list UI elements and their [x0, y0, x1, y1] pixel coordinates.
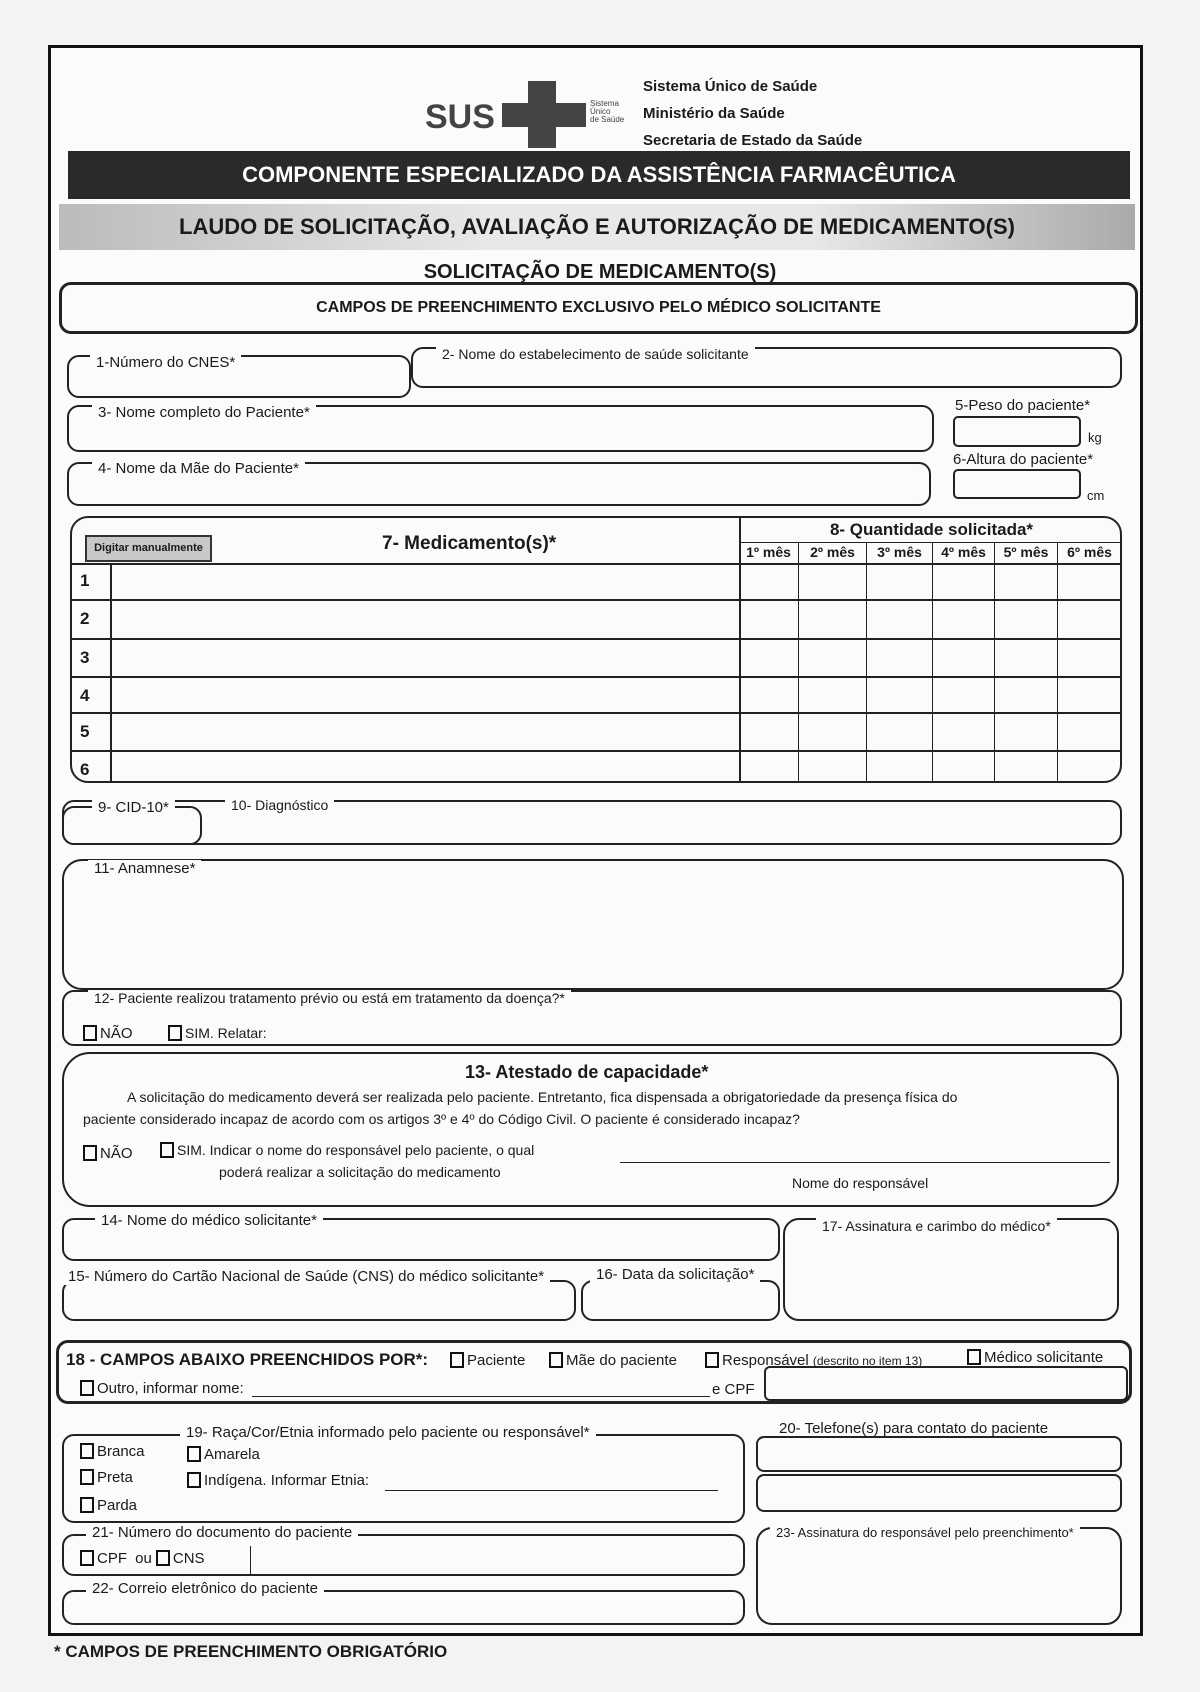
- option-label: poderá realizar a solicitação do medicamento: [219, 1164, 501, 1180]
- label: 16- Data da solicitação*: [590, 1266, 760, 1283]
- subbanner: [59, 204, 1135, 250]
- medico-header-box: [59, 282, 1138, 334]
- option-label: CNS: [172, 1550, 205, 1567]
- height-field[interactable]: [953, 469, 1081, 499]
- checkbox-preta[interactable]: [80, 1469, 94, 1485]
- label: 19- Raça/Cor/Etnia informado pelo paciente ou responsável*: [180, 1424, 596, 1441]
- sus-logo: SUS: [425, 98, 495, 136]
- label: 15- Número do Cartão Nacional de Saúde (CNS) do médico solicitante*: [62, 1268, 550, 1285]
- option-label: ou: [135, 1550, 152, 1567]
- cross-icon-bar: [502, 103, 586, 127]
- ethnicity-input[interactable]: [385, 1490, 718, 1491]
- logo-sub: de Saúde: [590, 115, 625, 124]
- month-header: 6º mês: [1057, 542, 1121, 783]
- label: 6-Altura do paciente*: [953, 451, 1094, 468]
- option-label: CPF: [97, 1550, 127, 1567]
- option-label: Outro, informar nome:: [97, 1380, 244, 1397]
- banner-text: COMPONENTE ESPECIALIZADO DA ASSISTÊNCIA FARMACÊUTICA: [242, 162, 956, 187]
- label: 9- CID-10*: [92, 799, 175, 816]
- option-label: NÃO: [100, 1025, 133, 1042]
- medico-header-text: CAMPOS DE PREENCHIMENTO EXCLUSIVO PELO MÉDICO SOLICITANTE: [316, 299, 881, 316]
- label: 21- Número do documento do paciente: [86, 1524, 358, 1541]
- checkbox-cpf[interactable]: [80, 1550, 94, 1566]
- month-header: 5º mês: [994, 542, 1057, 783]
- section-title: SOLICITAÇÃO DE MEDICAMENTO(S): [423, 261, 777, 283]
- table-row[interactable]: [72, 752, 1122, 783]
- month-header: 4º mês: [932, 542, 994, 783]
- label: 5-Peso do paciente*: [955, 397, 1091, 414]
- option-note: (descrito no item 13): [812, 1354, 923, 1368]
- header-line: Secretaria de Estado da Saúde: [643, 132, 863, 149]
- table-row[interactable]: [72, 714, 1122, 752]
- checkbox-mae[interactable]: [549, 1352, 563, 1368]
- label: 22- Correio eletrônico do paciente: [86, 1580, 324, 1597]
- anamnesis-field[interactable]: [62, 859, 1124, 990]
- month-header: 1º mês: [746, 544, 791, 560]
- race-section: [62, 1434, 745, 1523]
- logo-sub: Sistema: [590, 99, 619, 108]
- option-label: Mãe do paciente: [566, 1352, 677, 1369]
- footer-note: * CAMPOS DE PREENCHIMENTO OBRIGATÓRIO: [54, 1642, 448, 1661]
- banner: [68, 151, 1130, 199]
- doctor-cns-field[interactable]: [62, 1280, 576, 1321]
- option-label: Parda: [97, 1497, 138, 1514]
- checkbox-branca[interactable]: [80, 1443, 94, 1459]
- option-label: Responsável: [722, 1352, 809, 1369]
- row-number: 3: [72, 640, 112, 676]
- header-line: Sistema Único de Saúde: [643, 78, 818, 95]
- option-label: Indígena. Informar Etnia:: [204, 1472, 370, 1489]
- filled-by-label: 18 - CAMPOS ABAIXO PREENCHIDOS POR*:: [66, 1350, 429, 1369]
- row-number: 4: [72, 678, 112, 712]
- option-label: SIM. Relatar:: [185, 1025, 267, 1041]
- capacity-text: paciente considerado incapaz de acordo com os artigos 3º e 4º do Código Civil. O paciente é considerado incapaz?: [83, 1111, 800, 1127]
- option-label: Amarela: [204, 1446, 260, 1463]
- label: e CPF: [712, 1381, 755, 1398]
- checkbox-yes[interactable]: [168, 1025, 182, 1041]
- month-header: 2º mês: [798, 542, 866, 783]
- label: 14- Nome do médico solicitante*: [95, 1212, 323, 1229]
- label: 17- Assinatura e carimbo do médico*: [816, 1218, 1057, 1234]
- capacity-text: A solicitação do medicamento deverá ser realizada pelo paciente. Entretanto, fica dispensada a obrigatoriedade da presença física do: [127, 1089, 958, 1105]
- label: 20- Telefone(s) para contato do paciente: [773, 1420, 1054, 1437]
- row-number: 6: [72, 752, 112, 783]
- phone-field-2[interactable]: [756, 1474, 1122, 1512]
- month-header: 3º mês: [866, 542, 932, 783]
- request-date-field[interactable]: [581, 1280, 780, 1321]
- header-line: Ministério da Saúde: [643, 105, 785, 122]
- label: 23- Assinatura do responsável pelo preenchimento*: [770, 1525, 1080, 1540]
- checkbox-no[interactable]: [83, 1145, 97, 1161]
- label: Nome do responsável: [792, 1175, 929, 1191]
- checkbox-no[interactable]: [83, 1025, 97, 1041]
- label: 1-Número do CNES*: [90, 354, 241, 371]
- option-label: Branca: [97, 1443, 145, 1460]
- option-label: Preta: [97, 1469, 133, 1486]
- other-cpf-field[interactable]: [764, 1366, 1128, 1401]
- checkbox-indigena[interactable]: [187, 1472, 201, 1488]
- manual-entry-button[interactable]: Digitar manualmente: [85, 535, 212, 562]
- checkbox-outro[interactable]: [80, 1380, 94, 1396]
- option-label: NÃO: [100, 1145, 133, 1162]
- table-row[interactable]: [72, 601, 1122, 640]
- medication-table: [70, 516, 1122, 783]
- quantity-header: 8- Quantidade solicitada*: [829, 520, 1034, 539]
- row-number: 5: [72, 714, 112, 750]
- checkbox-cns[interactable]: [156, 1550, 170, 1566]
- divider: [250, 1546, 251, 1574]
- label: 10- Diagnóstico: [225, 797, 334, 813]
- checkbox-yes[interactable]: [160, 1142, 174, 1158]
- responsible-name-input[interactable]: [620, 1162, 1110, 1163]
- diagnosis-field[interactable]: [62, 800, 1122, 845]
- option-label: Médico solicitante: [984, 1349, 1104, 1366]
- checkbox-amarela[interactable]: [187, 1446, 201, 1462]
- unit: cm: [1087, 488, 1105, 503]
- label: 12- Paciente realizou tratamento prévio ou está em tratamento da doença?*: [88, 990, 571, 1006]
- checkbox-medico[interactable]: [967, 1349, 981, 1365]
- table-row[interactable]: [72, 640, 1122, 678]
- subbanner-text: LAUDO DE SOLICITAÇÃO, AVALIAÇÃO E AUTORIZAÇÃO DE MEDICAMENTO(S): [179, 214, 1015, 239]
- checkbox-responsavel[interactable]: [705, 1352, 719, 1368]
- capacity-title: 13- Atestado de capacidade*: [465, 1062, 709, 1082]
- label: 3- Nome completo do Paciente*: [92, 404, 316, 421]
- unit: kg: [1088, 430, 1102, 445]
- checkbox-parda[interactable]: [80, 1497, 94, 1513]
- filler-signature-field[interactable]: [756, 1527, 1122, 1625]
- weight-field[interactable]: [953, 416, 1081, 447]
- medication-header: 7- Medicamento(s)*: [382, 533, 557, 554]
- checkbox-paciente[interactable]: [450, 1352, 464, 1368]
- table-row[interactable]: [72, 563, 1122, 601]
- option-label: SIM. Indicar o nome do responsável pelo paciente, o qual: [177, 1142, 535, 1158]
- label: 4- Nome da Mãe do Paciente*: [92, 460, 305, 477]
- other-name-input[interactable]: [252, 1396, 710, 1397]
- table-row[interactable]: [72, 678, 1122, 714]
- phone-field-1[interactable]: [756, 1436, 1122, 1472]
- row-number: 2: [72, 601, 112, 638]
- label: 11- Anamnese*: [88, 860, 201, 877]
- logo-sub: Único: [590, 107, 611, 116]
- row-number: 1: [72, 563, 112, 599]
- label: 2- Nome do estabelecimento de saúde solicitante: [436, 346, 755, 362]
- option-label: Paciente: [467, 1352, 526, 1369]
